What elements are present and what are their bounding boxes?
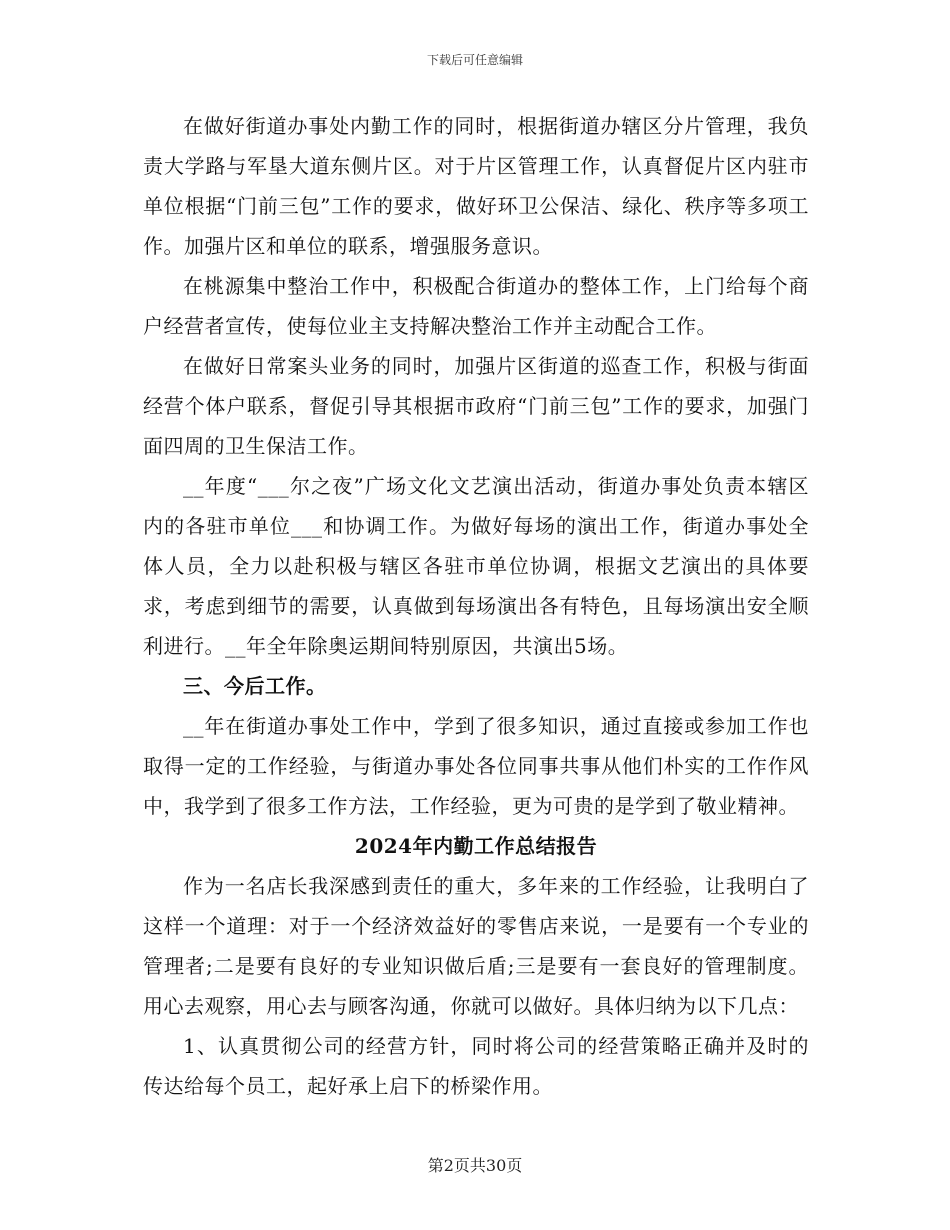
- paragraph-inner-duty: 在做好街道办事处内勤工作的同时，根据街道办辖区分片管理，我负责大学路与军垦大道东侧片区。对于片区管理工作，认真督促片区内驻市单位根据“门前三包”工作的要求，做好环卫公保洁、绿化、秩序等多项工作。加强片区和单位的联系，增强服务意识。: [143, 114, 809, 258]
- paragraph-point-one: 1、认真贯彻公司的经营方针，同时将公司的经营策略正确并及时的传达给每个员工，起好承上启下的桥梁作用。: [143, 1034, 809, 1098]
- paragraph-cultural-performance: __年度“___尔之夜”广场文化文艺演出活动，街道办事处负责本辖区内的各驻市单位___和协调工作。为做好每场的演出工作，街道办事处全体人员，全力以赴积极与辖区各驻市单位协调，根据文艺演出的具体要求，考虑到细节的需要，认真做到每场演出各有特色，且每场演出安全顺利进行。__年全年除奥运期间特别原因，共演出5场。: [143, 474, 809, 658]
- page-number: 第2页共30页: [427, 1156, 523, 1175]
- document-body: [143, 106, 809, 1106]
- page-header-note: 下载后可任意编辑: [426, 53, 523, 67]
- paragraph-lessons-learned: __年在街道办事处工作中，学到了很多知识，通过直接或参加工作也取得一定的工作经验，与街道办事处各位同事共事从他们朴实的工作作风中，我学到了很多工作方法，工作经验，更为可贵的是学到了敬业精神。: [143, 714, 809, 818]
- paragraph-daily-business: 在做好日常案头业务的同时，加强片区街道的巡查工作，积极与街面经营个体户联系，督促引导其根据市政府“门前三包”工作的要求，加强门面四周的卫生保洁工作。: [143, 354, 809, 458]
- paragraph-taoyuan-rectification: 在桃源集中整治工作中，积极配合街道办的整体工作，上门给每个商户经营者宣传，使每位业主支持解决整治工作并主动配合工作。: [143, 274, 809, 338]
- section-heading-future-work: 三、今后工作。: [183, 674, 327, 698]
- report-title: 2024年内勤工作总结报告: [354, 834, 598, 858]
- paragraph-store-manager: 作为一名店长我深感到责任的重大，多年来的工作经验，让我明白了这样一个道理：对于一个经济效益好的零售店来说，一是要有一个专业的管理者;二是要有良好的专业知识做后盾;三是要有一套良好的管理制度。用心去观察，用心去与顾客沟通，你就可以做好。具体归纳为以下几点：: [143, 874, 809, 1018]
